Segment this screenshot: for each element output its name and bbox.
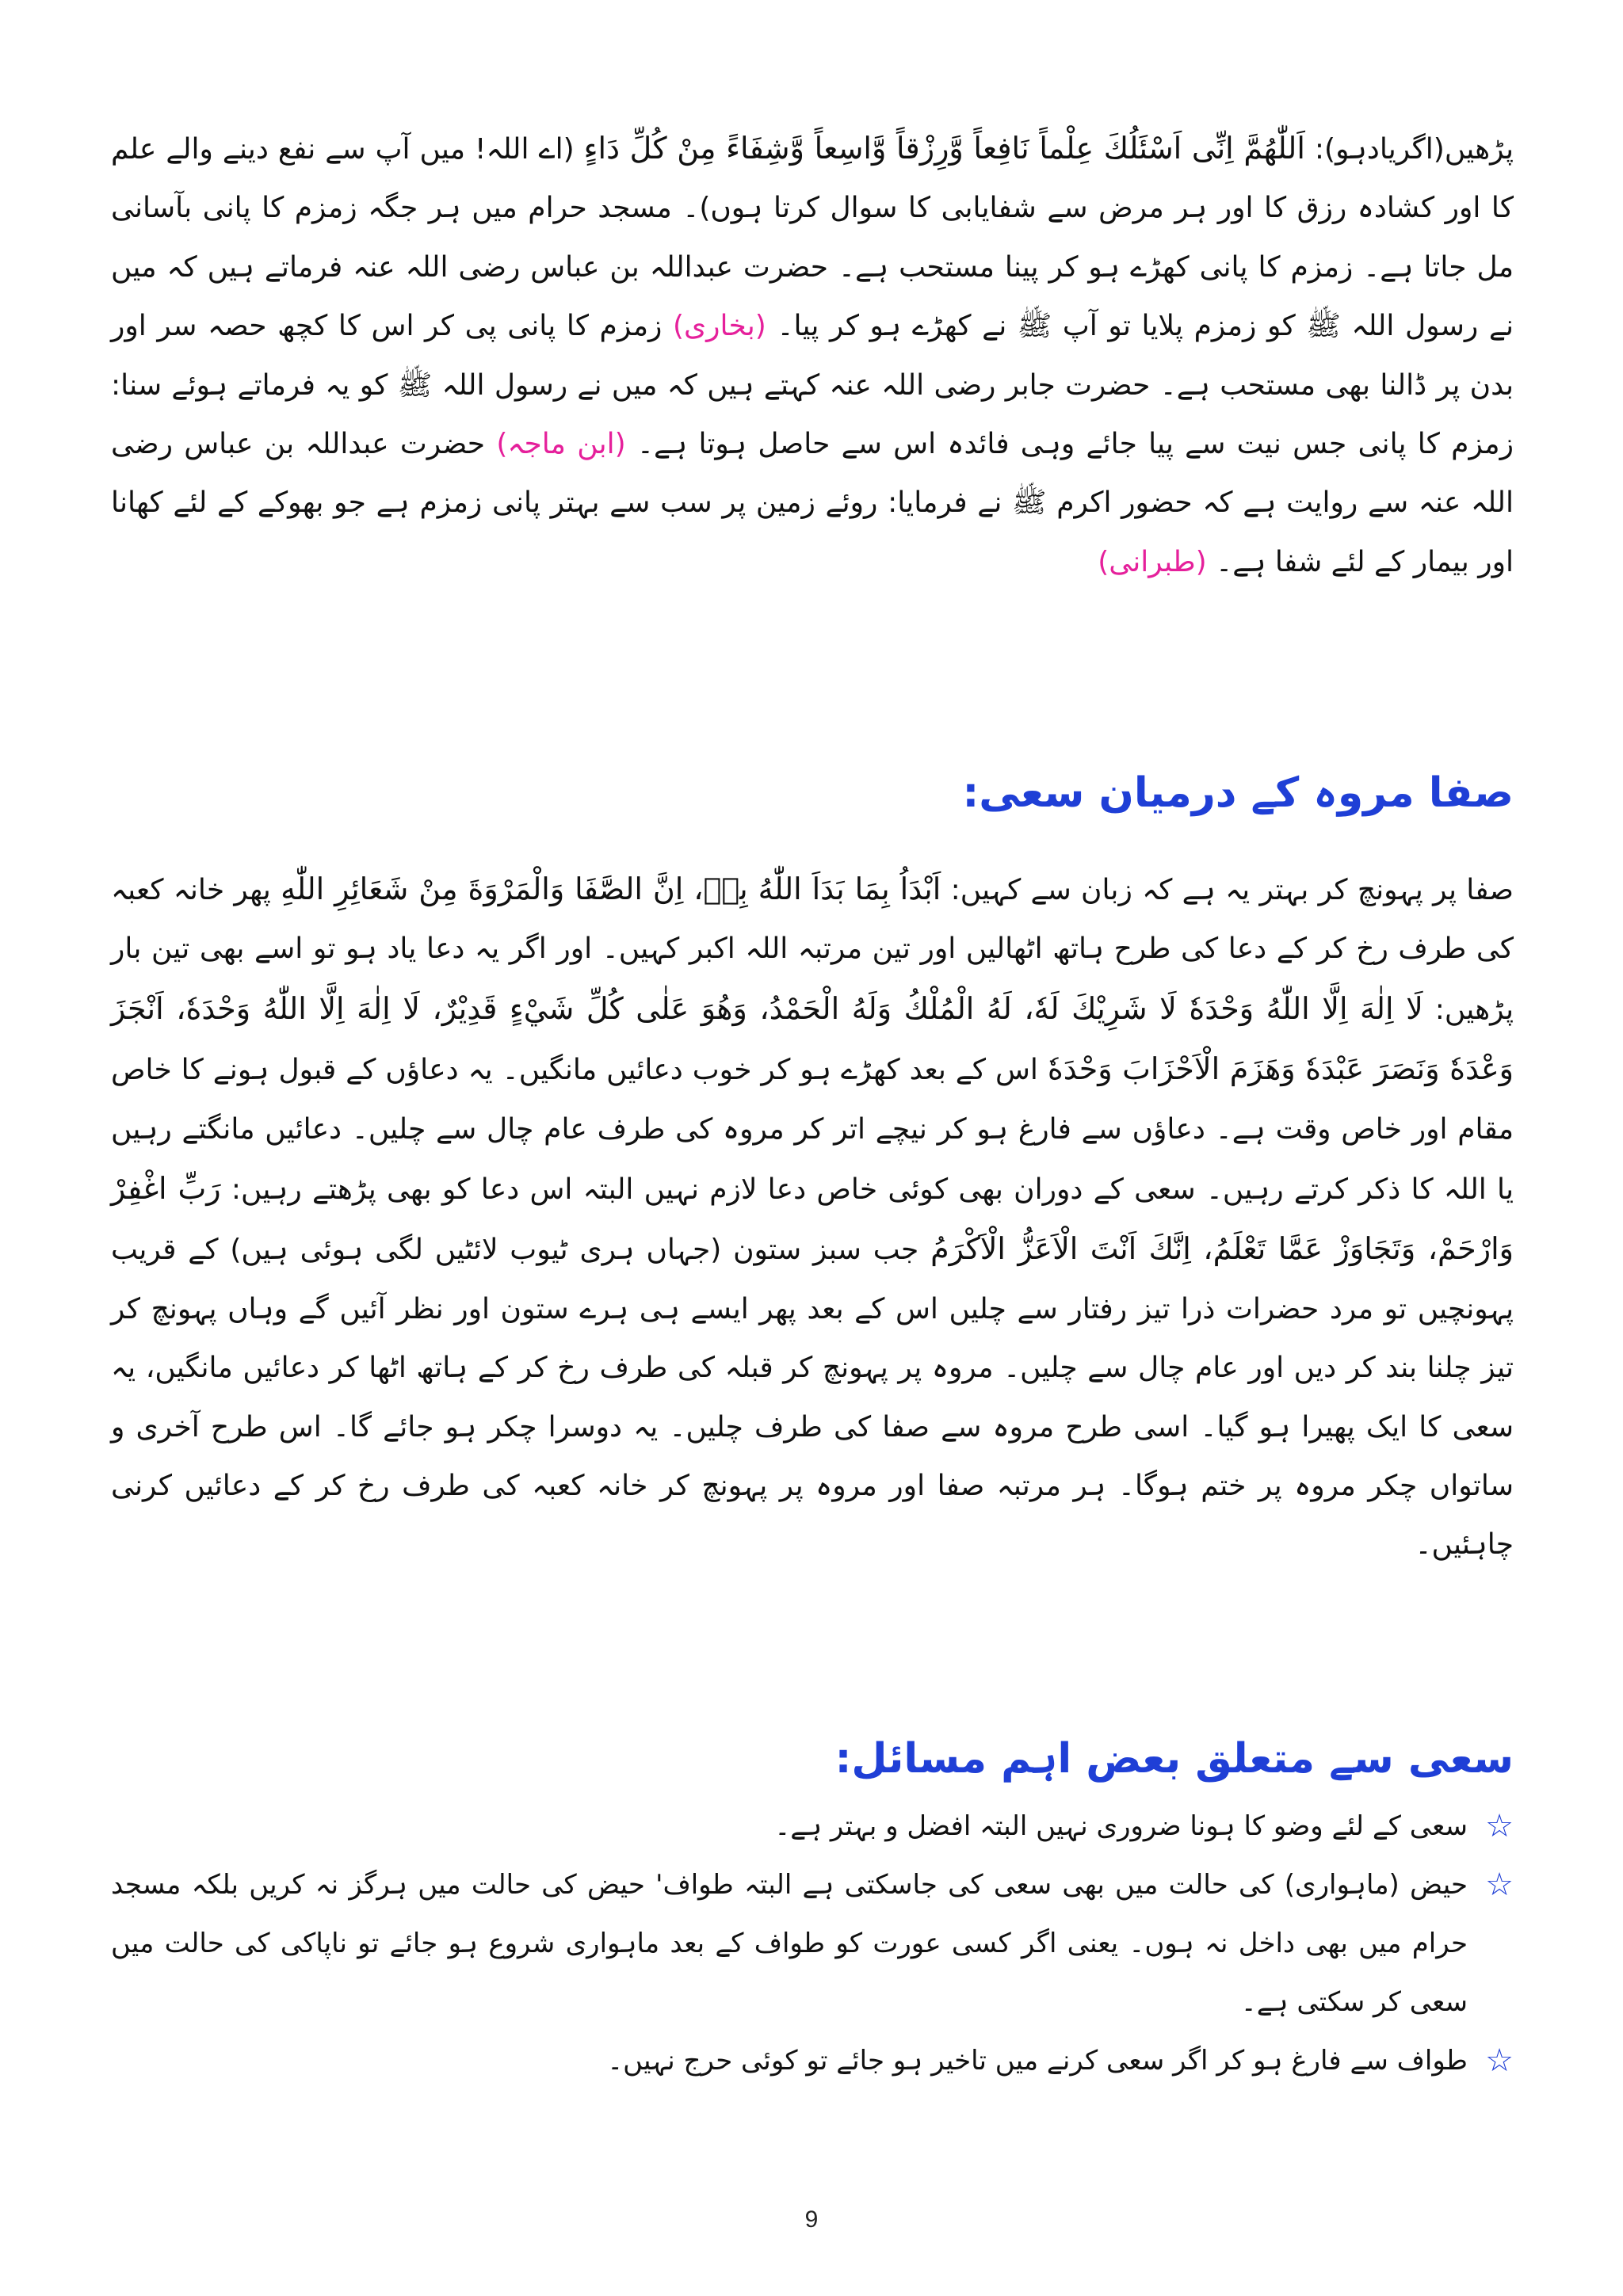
- masail-list: [111, 1797, 1514, 2090]
- zamzam-paragraph: [111, 119, 1514, 592]
- zamzam-text-2: زمزم کا پانی پی کر اس کا کچھ حصہ سر اور بدن پر ڈالنا بھی مستحب ہے۔ حضرت جابر رضی اللہ عنہ کہتے ہیں کہ میں نے رسول اللہ ﷺ کو یہ فرماتے ہوئے سنا: زمزم کا پانی جس نیت سے پیا جائے وہی فائدہ اس سے حاصل ہوتا ہے۔: [111, 310, 1514, 461]
- sai-paragraph: [111, 860, 1514, 1575]
- page-number: 9: [804, 2206, 819, 2233]
- sai-text-3: اس کے بعد کھڑے ہو کر خوب دعائیں مانگیں۔ یہ دعاؤں کے قبول ہونے کا خاص مقام اور خاص وقت ہے۔ دعاؤں سے فارغ ہو کر نیچے اتر کر مروہ کی طرف عام چال سے چلیں۔ دعائیں مانگتے رہیں یا اللہ کا ذکر کرتے رہیں۔ سعی کے دوران بھی کوئی خاص دعا لازم نہیں البتہ اس دعا کو بھی پڑھتے رہیں:: [111, 1054, 1514, 1207]
- list-item-text: حیض (ماہواری) کی حالت میں بھی سعی کی جاسکتی ہے البتہ طواف' حیض کی حالت میں ہرگز نہ کریں بلکہ مسجد حرام میں بھی داخل نہ ہوں۔ یعنی اگر کسی عورت کو طواف کے بعد ماہواری شروع ہو جائے تو ناپاکی کی حالت میں سعی کر سکتی ہے۔: [111, 1869, 1468, 2018]
- verse-safa-marwa: اَبْدَاُ بِمَا بَدَاَ اللّٰهُ بِهٖ، اِنَّ الصَّفَا وَالْمَرْوَةَ مِنْ شَعَائِرِ اللّٰهِ: [281, 871, 941, 906]
- sai-text-4: جب سبز ستون (جہاں ہری ٹیوب لائٹیں لگی ہوئی ہیں) کے قریب پہونچیں تو مرد حضرات ذرا تیز رفتار سے چلیں اس کے بعد پھر ایسے ہی ہرے ستون اور نظر آئیں گے وہاں پہونچ کر تیز چلنا بند کر دیں اور عام چال سے چلیں۔ مروہ پر پہونچ کر قبلہ کی طرف رخ کر کے ہاتھ اٹھا کر دعائیں مانگیں، یہ سعی کا ایک پھیرا ہو گیا۔ اسی طرح مروہ سے صفا کی طرف چلیں۔ یہ دوسرا چکر ہو جائے گا۔ اس طرح آخری و ساتواں چکر مروہ پر ختم ہوگا۔ ہر مرتبہ صفا اور مروہ پر پہونچ کر خانہ کعبہ کی طرف رخ کر کے دعائیں کرنی چاہئیں۔: [111, 1234, 1514, 1562]
- sai-text-1: صفا پر پہونچ کر بہتر یہ ہے کہ زبان سے کہیں:: [950, 874, 1514, 906]
- dua-tahlil: لَا اِلٰهَ اِلَّا اللّٰهُ وَحْدَهٗ لَا شَرِيْكَ لَهٗ، لَهُ الْمُلْكُ وَلَهُ الْحَمْدُ، وَهُوَ عَلٰى كُلِّ شَيْءٍ قَدِيْرٌ، لَا اِلٰهَ اِلَّا اللّٰهُ وَحْدَهٗ، اَنْجَزَ وَعْدَهٗ وَنَصَرَ عَبْدَهٗ وَهَزَمَ الْاَحْزَابَ وَحْدَهٗ: [111, 990, 1514, 1087]
- dua-rabbighfir: رَبِّ اغْفِرْ وَارْحَمْ، وَتَجَاوَزْ عَمَّا تَعْلَمُ، اِنَّكَ اَنْتَ الْاَعَزُّ الْاَكْرَمُ: [111, 1171, 1514, 1267]
- dua-zamzam: اَللّٰهُمَّ اِنِّی اَسْئَلُكَ عِلْماً نَافِعاً وَّرِزْقاً وَّاسِعاً وَّشِفَاءً مِنْ كُلِّ دَاءٍ: [583, 131, 1305, 166]
- list-item: [111, 1855, 1514, 2031]
- star-icon: ☆: [1485, 1867, 1514, 1903]
- reference-bukhari: (بخاری): [672, 310, 766, 343]
- sai-text-2: پھر خانہ کعبہ کی طرف رخ کر کے دعا کی طرح ہاتھ اٹھالیں اور تین مرتبہ اللہ اکبر کہیں۔ اور اگر یہ دعا یاد ہو تو اسے بھی تین بار پڑھیں:: [111, 874, 1514, 1026]
- zamzam-text-3: حضرت عبداللہ بن عباس رضی اللہ عنہ سے روایت ہے کہ حضور اکرم ﷺ نے فرمایا: روئے زمین پر سب سے بہتر پانی زمزم ہے جو بھوکے کے لئے کھانا اور بیمار کے لئے شفا ہے۔: [111, 428, 1514, 578]
- star-icon: ☆: [1485, 1808, 1514, 1844]
- list-item-text: سعی کے لئے وضو کا ہونا ضروری نہیں البتہ افضل و بہتر ہے۔: [774, 1810, 1468, 1842]
- star-icon: ☆: [1485, 2042, 1514, 2079]
- section-heading-sai-masail: سعی سے متعلق بعض اہم مسائل:: [834, 1735, 1514, 1783]
- list-item: [111, 1797, 1514, 1855]
- reference-tabrani: (طبرانی): [1098, 545, 1207, 578]
- intro-text: پڑھیں(اگریادہو):: [1314, 133, 1514, 166]
- list-item: [111, 2031, 1514, 2090]
- zamzam-text: (اے اللہ! میں آپ سے نفع دینے والے علم کا اور کشادہ رزق کا اور ہر مرض سے شفایابی کا سوال کرتا ہوں)۔ مسجد حرام میں ہر جگہ زمزم کا پانی بآسانی مل جاتا ہے۔ زمزم کا پانی کھڑے ہو کر پینا مستحب ہے۔ حضرت عبداللہ بن عباس رضی اللہ عنہ فرماتے ہیں کہ میں نے رسول اللہ ﷺ کو زمزم پلایا تو آپ ﷺ نے کھڑے ہو کر پیا۔: [111, 133, 1514, 343]
- section-heading-safa-marwa: صفا مروہ کے درمیان سعی:: [962, 769, 1514, 817]
- reference-ibn-majah: (ابن ماجہ): [496, 428, 626, 461]
- list-item-text: طواف سے فارغ ہو کر اگر سعی کرنے میں تاخیر ہو جائے تو کوئی حرج نہیں۔: [607, 2045, 1468, 2077]
